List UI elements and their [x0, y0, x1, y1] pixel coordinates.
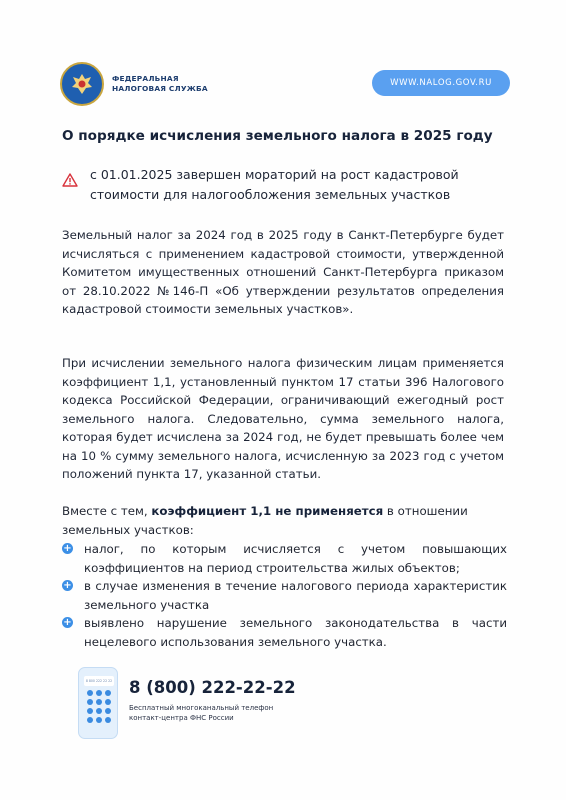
list-item-text: в случае изменения в течение налогового периода характеристик земельного участка [84, 579, 507, 612]
exceptions-intro [62, 502, 507, 540]
intro-before: Вместе с тем, [62, 504, 152, 518]
site-link[interactable]: WWW.NALOG.GOV.RU [372, 70, 510, 96]
warning-text: с 01.01.2025 завершен мораторий на рост кадастровой стоимости для налогообложения земельных участков [90, 167, 459, 202]
list-item [62, 577, 507, 614]
intro-after: в отношении земельных участков: [62, 504, 468, 537]
exceptions-list [62, 540, 507, 651]
phone-caption-line2: контакт-центра ФНС России [129, 714, 234, 722]
org-name-line1: ФЕДЕРАЛЬНАЯ [112, 74, 179, 83]
phone-keypad [87, 690, 113, 723]
list-item-text: налог, по которым исчисляется с учетом повышающих коэффициентов на период строительства жилых объектов; [84, 542, 507, 575]
phone-screen-text: 8 800 222 22 22 [84, 676, 114, 686]
list-item [62, 540, 507, 577]
header [60, 62, 510, 108]
paragraph-coefficient: При исчислении земельного налога физическим лицам применяется коэффициент 1,1, установленный пунктом 17 статьи 396 Налогового кодекса Российской Федерации, ограничивающий ежегодный рост земельного налога. Следовательно, сумма земельного налога, которая будет исчислена за 2024 год, не будет превышать более чем на 10 % сумму земельного налога, исчисленную за 2023 год с учетом положений пункта 17, указанной статьи. [62, 356, 504, 481]
info-icon: + [63, 543, 72, 554]
info-icon: + [63, 617, 72, 628]
info-icon: + [63, 580, 72, 591]
page-title: О порядке исчисления земельного налога в 2025 году [62, 128, 493, 144]
contact-block [78, 667, 378, 747]
warning-icon [62, 173, 78, 187]
emblem-icon [60, 62, 104, 106]
phone-caption [129, 703, 329, 723]
phone-number[interactable]: 8 (800) 222-22-22 [129, 678, 296, 697]
phone-icon [78, 667, 118, 739]
intro-bold: коэффициент 1,1 не применяется [151, 504, 384, 518]
org-name-line2: НАЛОГОВАЯ СЛУЖБА [112, 84, 208, 93]
phone-caption-line1: Бесплатный многоканальный телефон [129, 704, 274, 712]
org-name [112, 74, 208, 94]
paragraph-cadastral: Земельный налог за 2024 год в 2025 году в Санкт-Петербурге будет исчисляться с применением кадастровой стоимости, утвержденной Комитетом имущественных отношений Санкт-Петербурга приказом от 28.10.2022 №146-П «Об утверждении результатов определения кадастровой стоимости земельных участков». [62, 228, 504, 316]
list-item [62, 614, 507, 651]
list-item-text: выявлено нарушение земельного законодательства в части нецелевого использования земельного участка. [84, 616, 507, 649]
